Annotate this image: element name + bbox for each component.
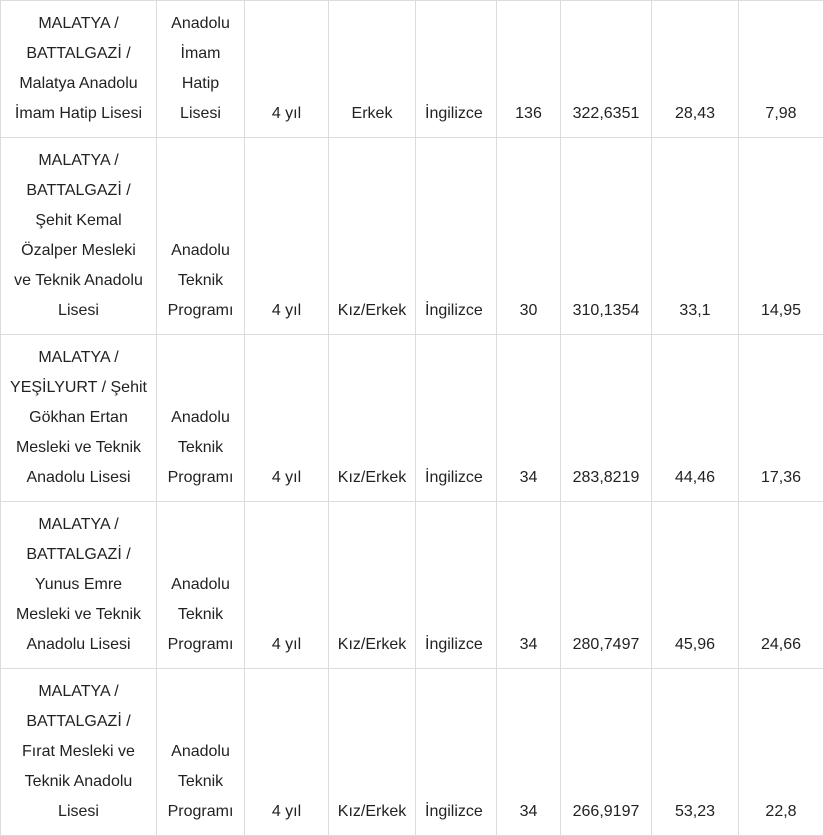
school-name-line: BATTALGAZİ /: [26, 713, 130, 730]
school-name-line: MALATYA /: [38, 152, 118, 169]
school-name-line: Lisesi: [58, 803, 99, 820]
table-row: [1, 502, 823, 669]
school-name-line: Teknik Anadolu: [25, 773, 133, 790]
duration-cell: 4 yıl: [245, 502, 329, 669]
program-type-cell: [157, 335, 245, 502]
program-type-line: Teknik: [178, 606, 223, 623]
school-name-line: Anadolu Lisesi: [26, 469, 130, 486]
percentile-a-cell: 33,1: [652, 138, 739, 335]
language-cell: İngilizce: [416, 138, 497, 335]
score-cell: 322,6351: [561, 1, 652, 138]
school-name-cell: [1, 502, 157, 669]
program-type-cell: [157, 138, 245, 335]
school-name-line: YEŞİLYURT / Şehit: [10, 379, 147, 396]
program-type-line: Lisesi: [180, 105, 221, 122]
school-name-cell: [1, 1, 157, 138]
school-name-line: Fırat Mesleki ve: [22, 743, 135, 760]
school-name-cell: [1, 138, 157, 335]
school-name-line: Anadolu Lisesi: [26, 636, 130, 653]
language-cell: İngilizce: [416, 502, 497, 669]
gender-cell: Erkek: [329, 1, 416, 138]
percentile-a-cell: 53,23: [652, 669, 739, 836]
school-name-line: Lisesi: [58, 302, 99, 319]
table-row: [1, 335, 823, 502]
school-name-line: Yunus Emre: [35, 576, 122, 593]
table-row: [1, 138, 823, 335]
program-type-cell: [157, 1, 245, 138]
program-type-line: Teknik: [178, 272, 223, 289]
duration-cell: 4 yıl: [245, 1, 329, 138]
percentile-b-cell: 22,8: [739, 669, 823, 836]
program-type-line: Anadolu: [171, 576, 230, 593]
program-type-cell: [157, 669, 245, 836]
table-row: [1, 669, 823, 836]
gender-cell: Kız/Erkek: [329, 138, 416, 335]
score-cell: 280,7497: [561, 502, 652, 669]
school-name-line: Mesleki ve Teknik: [16, 439, 141, 456]
school-name-line: Şehit Kemal: [35, 212, 121, 229]
percentile-b-cell: 14,95: [739, 138, 823, 335]
percentile-a-cell: 45,96: [652, 502, 739, 669]
gender-cell: Kız/Erkek: [329, 669, 416, 836]
school-name-cell: [1, 669, 157, 836]
school-name-line: BATTALGAZİ /: [26, 546, 130, 563]
school-name-line: MALATYA /: [38, 516, 118, 533]
program-type-line: Programı: [168, 636, 234, 653]
school-name-line: MALATYA /: [38, 683, 118, 700]
program-type-cell: [157, 502, 245, 669]
quota-cell: 34: [497, 669, 561, 836]
language-cell: İngilizce: [416, 335, 497, 502]
quota-cell: 34: [497, 335, 561, 502]
score-cell: 310,1354: [561, 138, 652, 335]
school-name-line: Gökhan Ertan: [29, 409, 128, 426]
school-name-line: Mesleki ve Teknik: [16, 606, 141, 623]
program-type-line: İmam: [181, 45, 221, 62]
quota-cell: 34: [497, 502, 561, 669]
program-type-line: Anadolu: [171, 242, 230, 259]
percentile-b-cell: 7,98: [739, 1, 823, 138]
percentile-b-cell: 24,66: [739, 502, 823, 669]
school-name-cell: [1, 335, 157, 502]
program-type-line: Teknik: [178, 439, 223, 456]
school-name-line: ve Teknik Anadolu: [14, 272, 143, 289]
program-type-line: Programı: [168, 302, 234, 319]
program-type-line: Anadolu: [171, 15, 230, 32]
program-type-line: Hatip: [182, 75, 219, 92]
duration-cell: 4 yıl: [245, 138, 329, 335]
program-type-line: Programı: [168, 469, 234, 486]
percentile-a-cell: 28,43: [652, 1, 739, 138]
duration-cell: 4 yıl: [245, 335, 329, 502]
program-type-line: Anadolu: [171, 743, 230, 760]
school-name-line: Özalper Mesleki: [21, 242, 136, 259]
duration-cell: 4 yıl: [245, 669, 329, 836]
gender-cell: Kız/Erkek: [329, 502, 416, 669]
score-cell: 283,8219: [561, 335, 652, 502]
program-type-line: Anadolu: [171, 409, 230, 426]
table-row: [1, 1, 823, 138]
program-type-line: Teknik: [178, 773, 223, 790]
school-name-line: BATTALGAZİ /: [26, 182, 130, 199]
school-name-line: BATTALGAZİ /: [26, 45, 130, 62]
quota-cell: 30: [497, 138, 561, 335]
language-cell: İngilizce: [416, 1, 497, 138]
language-cell: İngilizce: [416, 669, 497, 836]
school-name-line: İmam Hatip Lisesi: [15, 105, 142, 122]
school-name-line: MALATYA /: [38, 15, 118, 32]
school-name-line: MALATYA /: [38, 349, 118, 366]
gender-cell: Kız/Erkek: [329, 335, 416, 502]
program-type-line: Programı: [168, 803, 234, 820]
quota-cell: 136: [497, 1, 561, 138]
score-cell: 266,9197: [561, 669, 652, 836]
percentile-a-cell: 44,46: [652, 335, 739, 502]
school-name-line: Malatya Anadolu: [19, 75, 137, 92]
percentile-b-cell: 17,36: [739, 335, 823, 502]
